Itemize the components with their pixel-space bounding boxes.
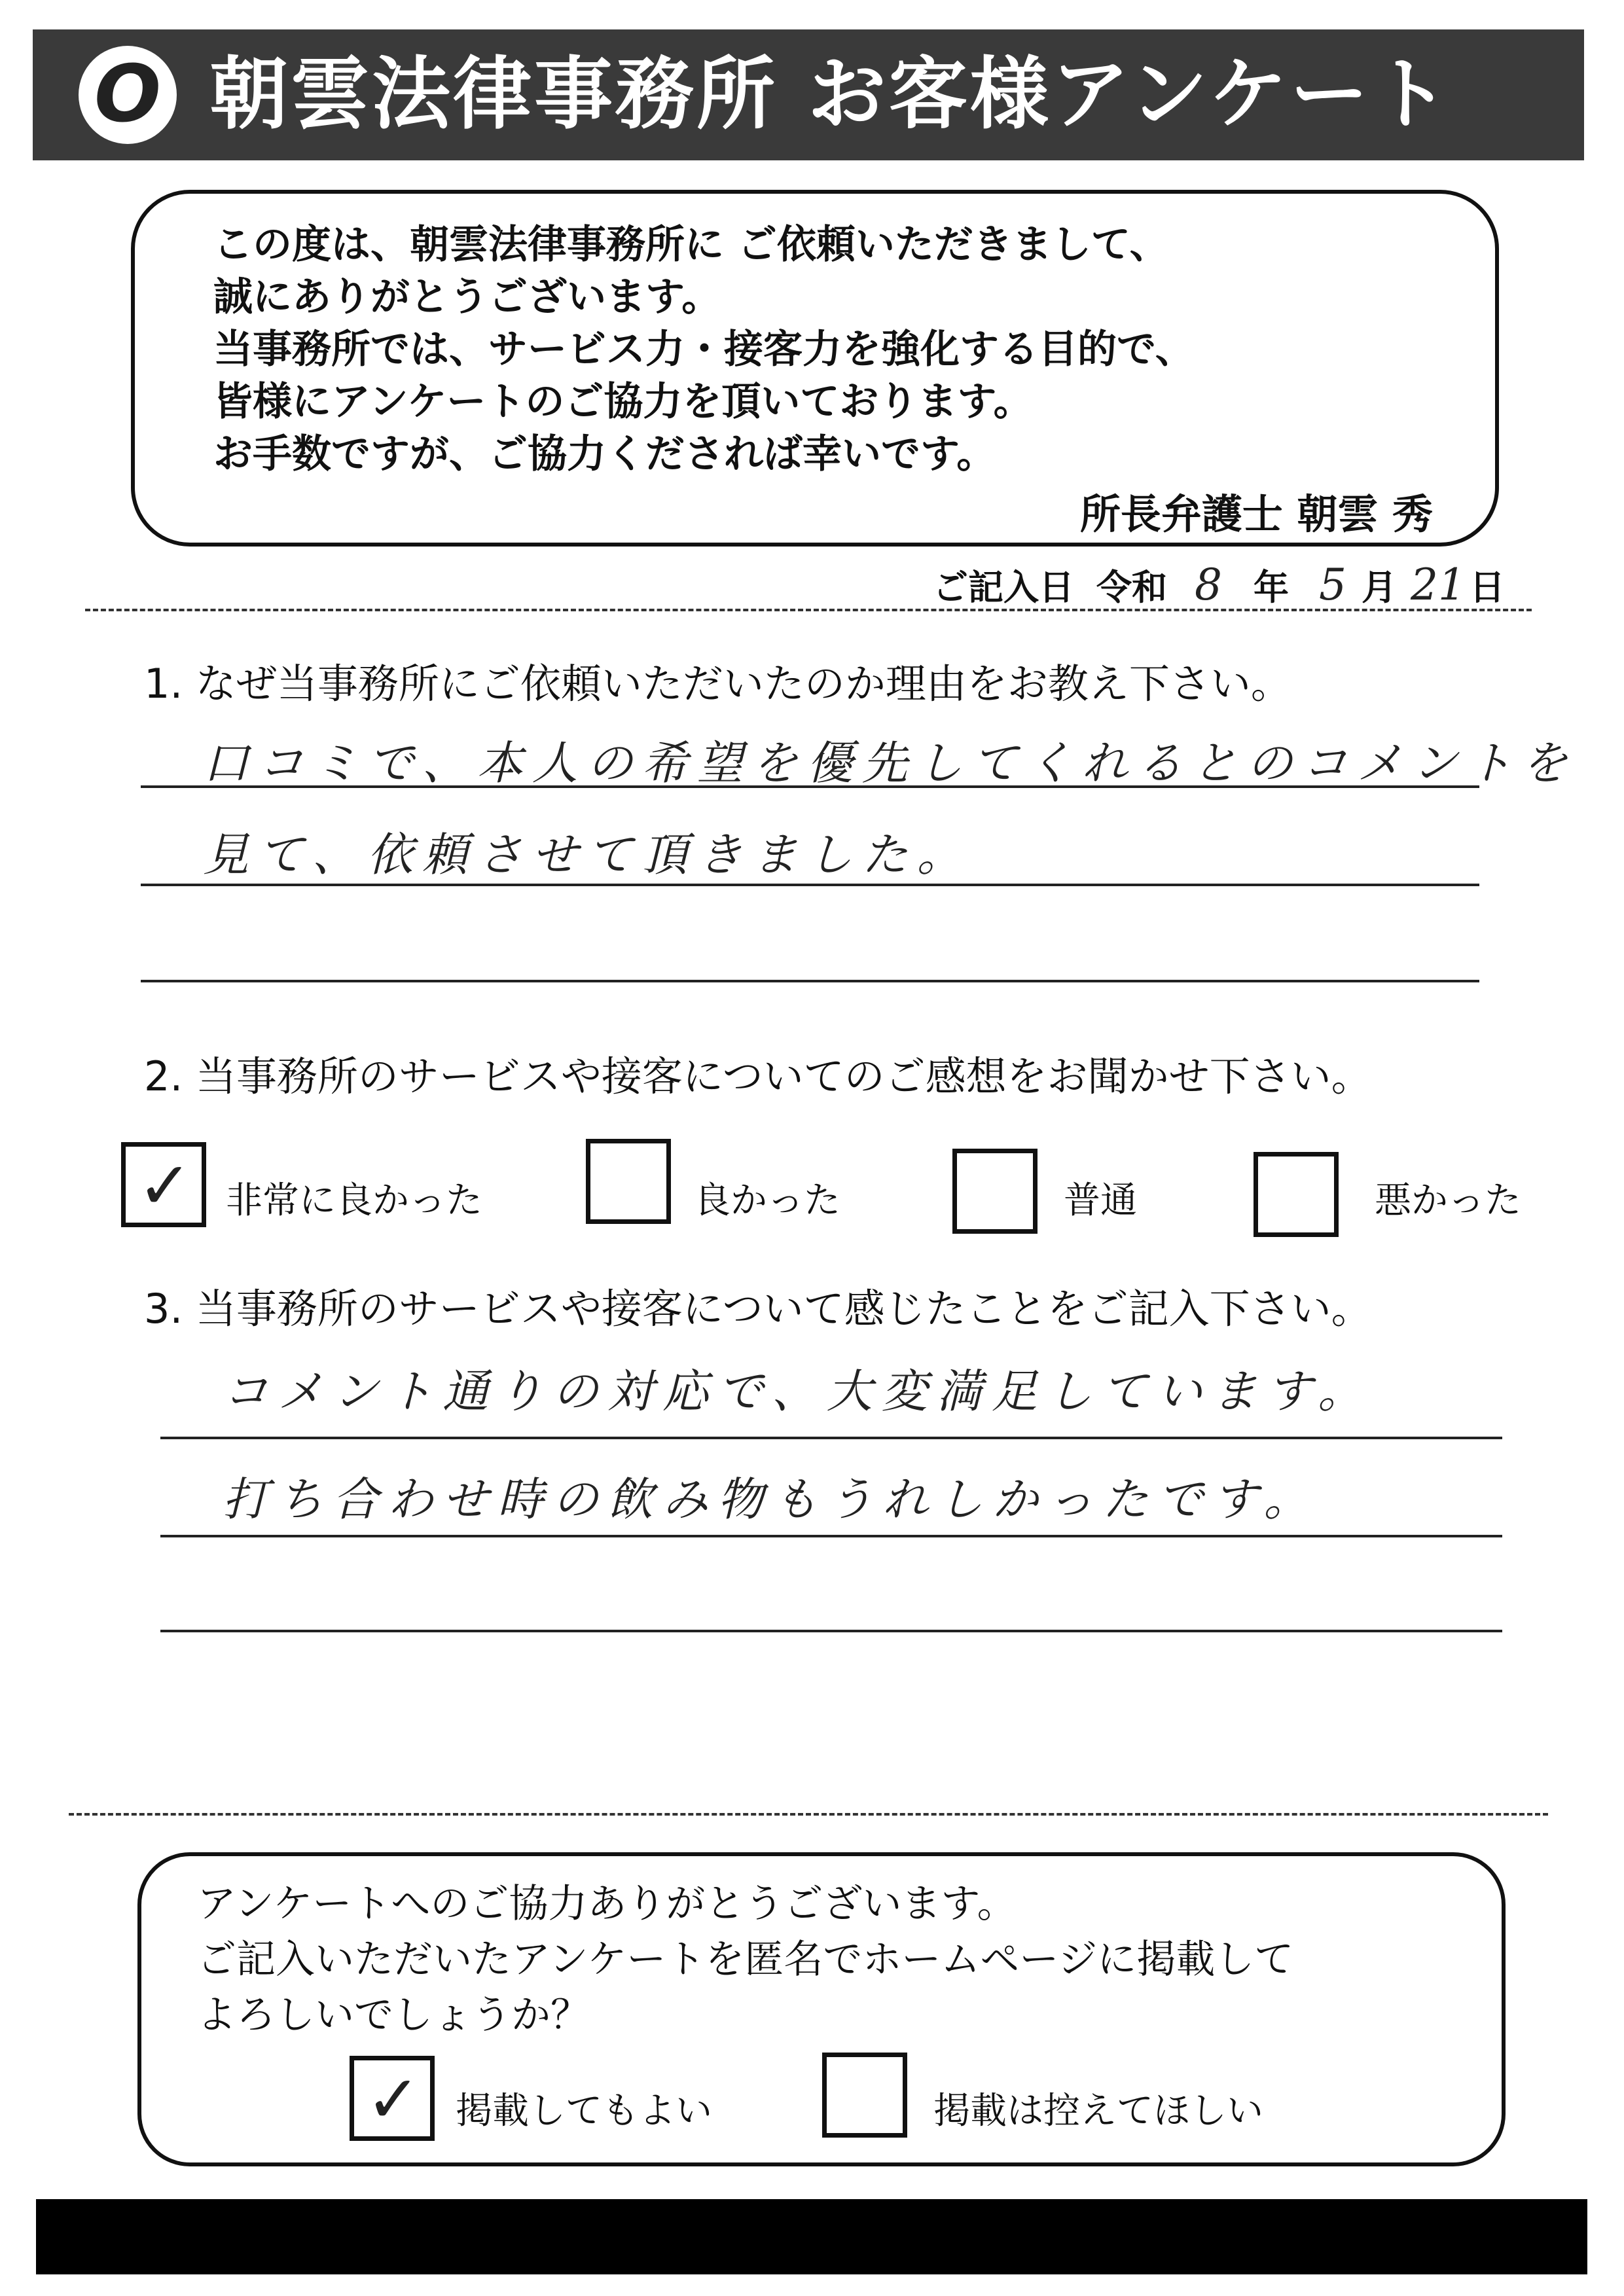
footer-band <box>36 2199 1587 2274</box>
date-era: 令和 <box>1096 567 1167 608</box>
date-month: 5 <box>1319 560 1346 610</box>
q1-answer-line-1[interactable]: 口コミで、本人の希望を優先してくれるとのコメントを <box>203 736 1577 790</box>
publish-ok-label: 掲載してもよい <box>456 2090 712 2132</box>
divider-top <box>85 609 1532 611</box>
q1-answer-rule-2 <box>141 884 1479 886</box>
option-good-label: 良かった <box>694 1179 840 1222</box>
date-month-unit: 月 <box>1362 567 1397 608</box>
consent-box <box>137 1852 1506 2166</box>
option-good-checkbox[interactable] <box>586 1139 671 1224</box>
intro-line-4: 皆様にアンケートのご協力を頂いております。 <box>213 379 1033 425</box>
date-year: 8 <box>1195 560 1222 610</box>
question-2: 2. 当事務所のサービスや接客についてのご感想をお聞かせ下さい。 <box>144 1052 1372 1100</box>
q3-answer-rule-1 <box>160 1437 1502 1439</box>
intro-line-2: 誠にありがとうございます。 <box>213 274 721 320</box>
consent-line-3: よろしいでしょうか？ <box>197 1992 590 2038</box>
q3-answer-line-2[interactable]: 打ち合わせ時の飲み物もうれしかったです。 <box>223 1473 1319 1526</box>
divider-bottom <box>69 1813 1548 1816</box>
option-very-good-checkbox[interactable] <box>121 1142 206 1227</box>
q3-answer-rule-3 <box>160 1630 1502 1632</box>
publish-decline-checkbox[interactable] <box>822 2053 907 2138</box>
q1-answer-rule-3 <box>141 980 1479 982</box>
publish-decline-label: 掲載は控えてほしい <box>933 2090 1263 2132</box>
intro-line-3: 当事務所では、サービス力・接客力を強化する目的で、 <box>213 327 1195 372</box>
option-normal-label: 普通 <box>1064 1179 1137 1222</box>
page-title: 朝雲法律事務所 お客様アンケート <box>209 49 1453 140</box>
question-1: 1. なぜ当事務所にご依頼いただいたのか理由をお教え下さい。 <box>144 660 1291 708</box>
option-bad-checkbox[interactable] <box>1254 1152 1339 1237</box>
header-band <box>33 29 1584 160</box>
check-mark-icon: ✓ <box>137 1147 192 1224</box>
date-day-unit: 日 <box>1470 567 1505 608</box>
q3-answer-line-1[interactable]: コメント通りの対応で、大変満足しています。 <box>223 1365 1373 1418</box>
intro-message-box <box>131 190 1499 547</box>
date-label: ご記入日 <box>933 567 1074 608</box>
publish-ok-checkbox[interactable] <box>350 2056 435 2141</box>
q3-answer-rule-2 <box>160 1535 1502 1537</box>
signature: 所長弁護士 朝雲 秀 <box>1079 490 1433 538</box>
check-mark-icon: ✓ <box>366 2061 421 2138</box>
q1-answer-rule-1 <box>141 785 1479 788</box>
consent-line-2: ご記入いただいたアンケートを匿名でホームページに掲載して <box>197 1937 1294 1982</box>
intro-line-1: この度は、朝雲法律事務所に ご依頼いただきまして、 <box>213 222 1169 268</box>
option-bad-label: 悪かった <box>1375 1179 1521 1222</box>
logo-icon: O <box>79 46 177 144</box>
q1-answer-line-2[interactable]: 見て、依頼させて頂きました。 <box>203 828 972 882</box>
question-3: 3. 当事務所のサービスや接客について感じたことをご記入下さい。 <box>144 1285 1372 1333</box>
consent-line-1: アンケートへのご協力ありがとうございます。 <box>197 1881 1017 1927</box>
date-day: 21 <box>1411 560 1466 610</box>
intro-line-5: お手数ですが、ご協力くだされば幸いです。 <box>213 431 996 477</box>
option-very-good-label: 非常に良かった <box>226 1179 482 1222</box>
date-field[interactable] <box>933 560 1509 612</box>
option-normal-checkbox[interactable] <box>952 1149 1038 1234</box>
date-year-unit: 年 <box>1254 567 1289 608</box>
